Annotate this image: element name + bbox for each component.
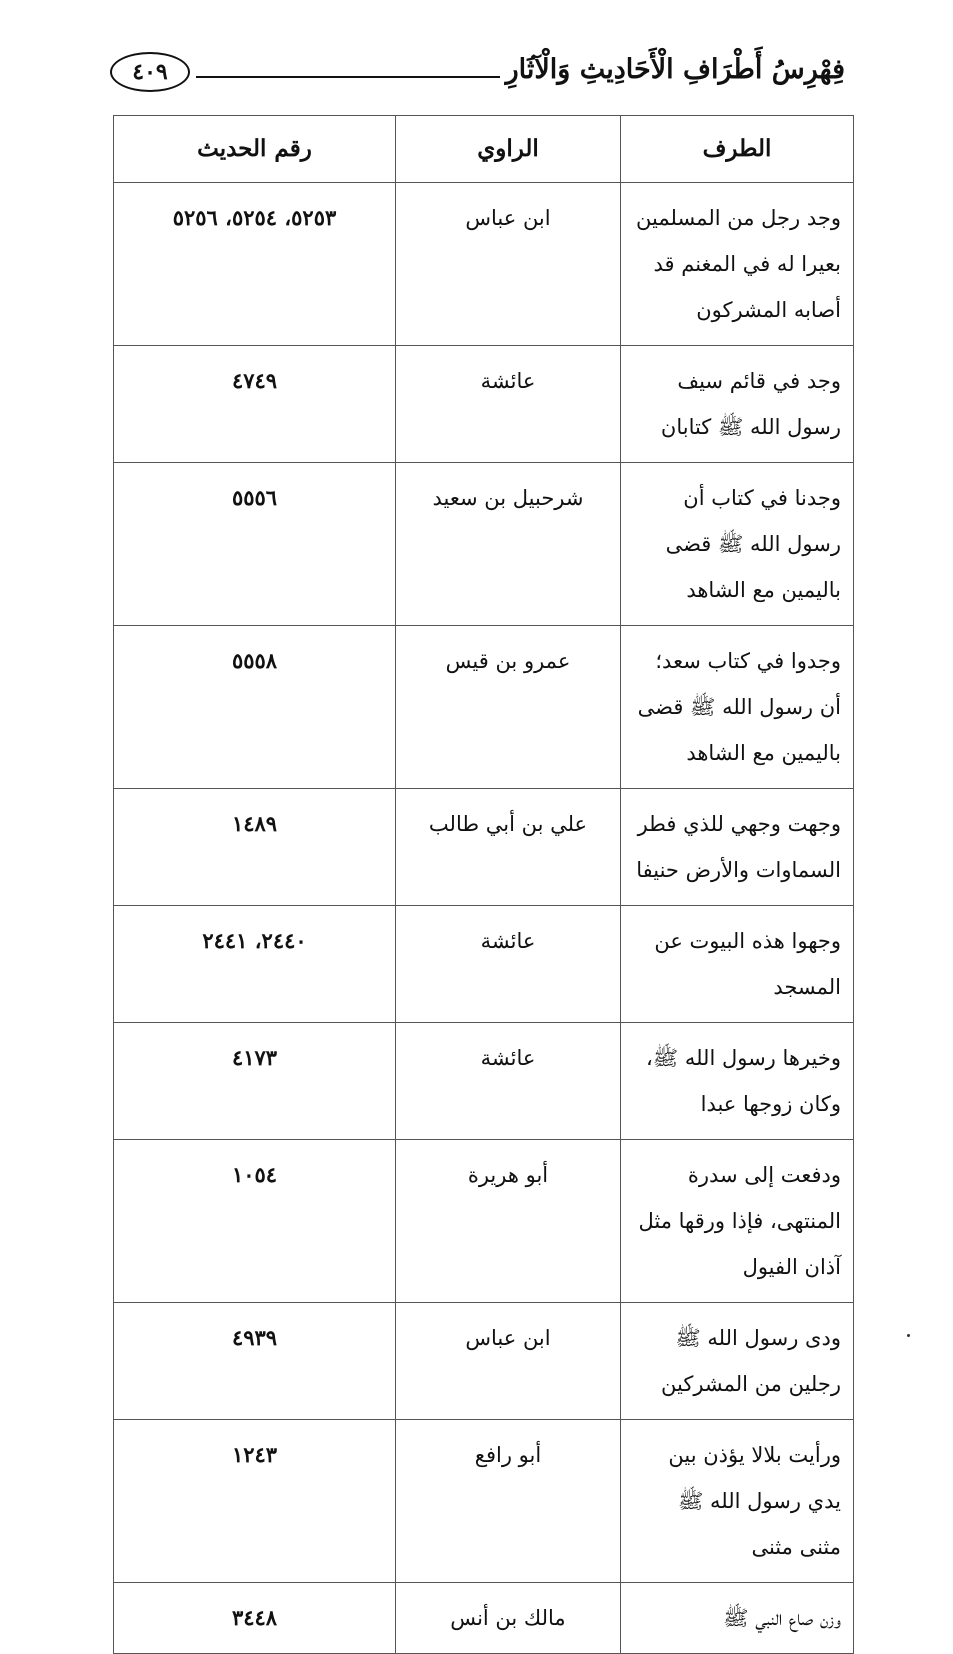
table-header-row	[114, 116, 854, 183]
cell-raqm: ٥٥٥٦	[114, 463, 396, 626]
table-row	[114, 789, 854, 906]
cell-rawi: عائشة	[396, 1023, 621, 1140]
column-header-rawi: الراوي	[396, 116, 621, 183]
cell-tarf: وجد في قائم سيف رسول الله ﷺ كتابان	[621, 346, 854, 463]
cell-tarf: ودى رسول الله ﷺ رجلين من المشركين	[621, 1303, 854, 1420]
table-row	[114, 1420, 854, 1583]
cell-tarf: ورأيت بلالا يؤذن بين يدي رسول الله ﷺ مثنى مثنى	[621, 1420, 854, 1583]
cell-tarf: وجدنا في كتاب أن رسول الله ﷺ قضى باليمين مع الشاهد	[621, 463, 854, 626]
cell-rawi: شرحبيل بن سعيد	[396, 463, 621, 626]
cell-raqm: ١٢٤٣	[114, 1420, 396, 1583]
cell-rawi: أبو هريرة	[396, 1140, 621, 1303]
cell-rawi: علي بن أبي طالب	[396, 789, 621, 906]
table-row	[114, 906, 854, 1023]
cell-tarf: وجهوا هذه البيوت عن المسجد	[621, 906, 854, 1023]
table-row	[114, 1140, 854, 1303]
table-row	[114, 346, 854, 463]
cell-raqm: ٤٩٣٩	[114, 1303, 396, 1420]
cell-rawi: ابن عباس	[396, 183, 621, 346]
cell-raqm: ٣٤٤٨	[114, 1583, 396, 1654]
table-row	[114, 183, 854, 346]
cell-tarf: ودفعت إلى سدرة المنتهى، فإذا ورقها مثل آذان الفيول	[621, 1140, 854, 1303]
column-header-tarf: الطرف	[621, 116, 854, 183]
cell-rawi: عائشة	[396, 346, 621, 463]
table-row	[114, 463, 854, 626]
stray-dot	[907, 1334, 910, 1337]
cell-tarf: وزن صاع النبي ﷺ	[621, 1583, 854, 1654]
cell-raqm: ٤١٧٣	[114, 1023, 396, 1140]
cell-rawi: ابن عباس	[396, 1303, 621, 1420]
cell-raqm: ٤٧٤٩	[114, 346, 396, 463]
hadith-index-table	[113, 115, 854, 1654]
cell-rawi: عمرو بن قيس	[396, 626, 621, 789]
header-rule	[196, 76, 500, 78]
table-row	[114, 1583, 854, 1654]
cell-tarf: وجد رجل من المسلمين بعيرا له في المغنم قد أصابه المشركون	[621, 183, 854, 346]
cell-tarf: وخيرها رسول الله ﷺ، وكان زوجها عبدا	[621, 1023, 854, 1140]
page-header	[110, 52, 845, 102]
cell-rawi: أبو رافع	[396, 1420, 621, 1583]
cell-tarf: وجهت وجهي للذي فطر السماوات والأرض حنيفا	[621, 789, 854, 906]
cell-rawi: عائشة	[396, 906, 621, 1023]
column-header-raqm: رقم الحديث	[114, 116, 396, 183]
cell-raqm: ١٠٥٤	[114, 1140, 396, 1303]
page-title: فِهْرِسُ أَطْرَافِ الْأَحَادِيثِ وَالْآثَارِ	[505, 54, 845, 85]
table-row	[114, 1023, 854, 1140]
cell-rawi: مالك بن أنس	[396, 1583, 621, 1654]
cell-tarf: وجدوا في كتاب سعد؛ أن رسول الله ﷺ قضى باليمين مع الشاهد	[621, 626, 854, 789]
table-row	[114, 626, 854, 789]
cell-raqm: ٢٤٤٠، ٢٤٤١	[114, 906, 396, 1023]
page-number: ٤٠٩	[110, 52, 190, 92]
table-row	[114, 1303, 854, 1420]
cell-raqm: ١٤٨٩	[114, 789, 396, 906]
cell-raqm: ٥٢٥٣، ٥٢٥٤، ٥٢٥٦	[114, 183, 396, 346]
cell-raqm: ٥٥٥٨	[114, 626, 396, 789]
